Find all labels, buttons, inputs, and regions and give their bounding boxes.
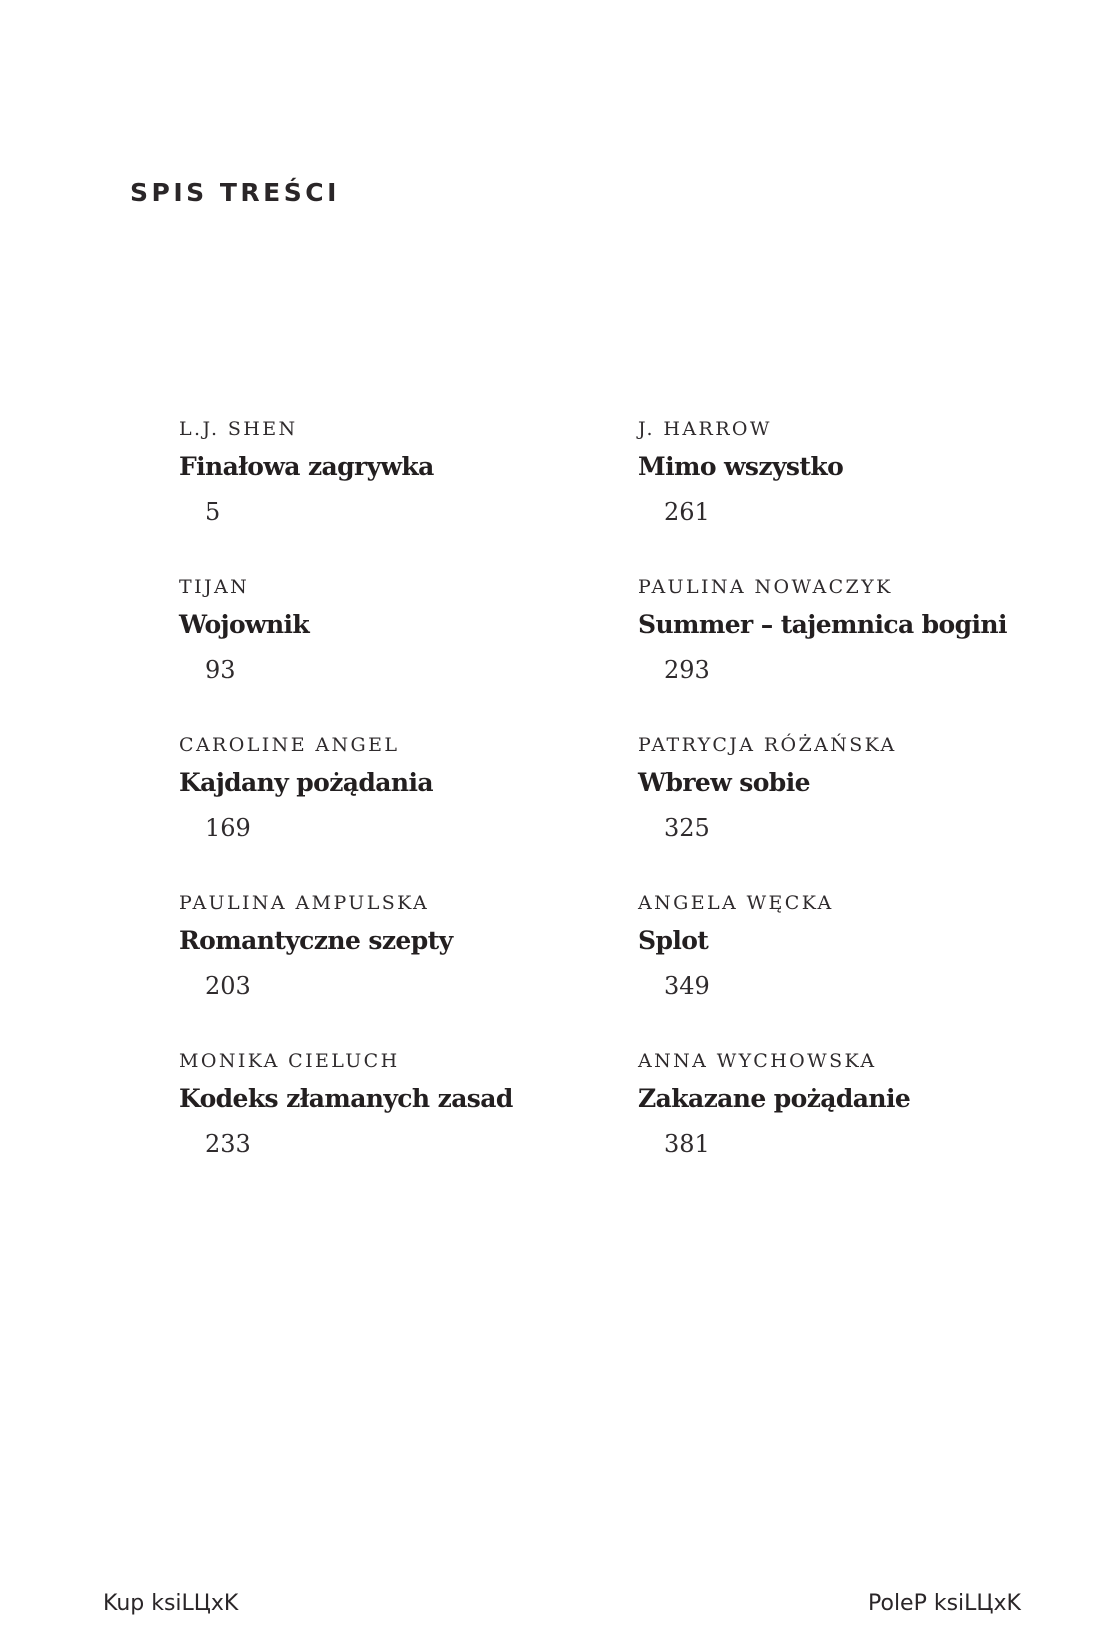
toc-page-number: 5 [205, 498, 221, 526]
toc-author: J. HARROW [638, 418, 772, 440]
toc-title: Kodeks złamanych zasad [179, 1084, 513, 1113]
toc-author: CAROLINE ANGEL [179, 734, 400, 756]
toc-author: PATRYCJA RÓŻAŃSKA [638, 734, 897, 756]
toc-title: Kajdany pożądania [179, 768, 433, 797]
toc-author: L.J. SHEN [179, 418, 298, 440]
toc-title: Finałowa zagrywka [179, 452, 434, 481]
toc-title: Wojownik [179, 610, 310, 639]
buy-book-link[interactable]: Kup ksiLЦxK [103, 1591, 239, 1616]
toc-page-number: 93 [205, 656, 236, 684]
toc-title: Splot [638, 926, 709, 955]
page-title: SPIS TREŚCI [130, 178, 340, 207]
toc-author: TIJAN [179, 576, 250, 598]
toc-page-number: 169 [205, 814, 251, 842]
toc-page-number: 381 [664, 1130, 710, 1158]
toc-page-number: 325 [664, 814, 710, 842]
toc-page-number: 293 [664, 656, 710, 684]
toc-author: PAULINA AMPULSKA [179, 892, 430, 914]
toc-title: Zakazane pożądanie [638, 1084, 911, 1113]
toc-page-number: 261 [664, 498, 710, 526]
toc-author: ANNA WYCHOWSKA [638, 1050, 877, 1072]
toc-author: ANGELA WĘCKA [638, 892, 834, 914]
toc-title: Mimo wszystko [638, 452, 844, 481]
toc-title: Wbrew sobie [638, 768, 810, 797]
toc-page-number: 233 [205, 1130, 251, 1158]
toc-page-number: 203 [205, 972, 251, 1000]
toc-author: MONIKA CIELUCH [179, 1050, 400, 1072]
toc-author: PAULINA NOWACZYK [638, 576, 893, 598]
toc-page-number: 349 [664, 972, 710, 1000]
toc-title: Summer – tajemnica bogini [638, 610, 1007, 639]
recommend-book-link[interactable]: PoleP ksiLЦxK [868, 1591, 1021, 1616]
toc-title: Romantyczne szepty [179, 926, 453, 955]
